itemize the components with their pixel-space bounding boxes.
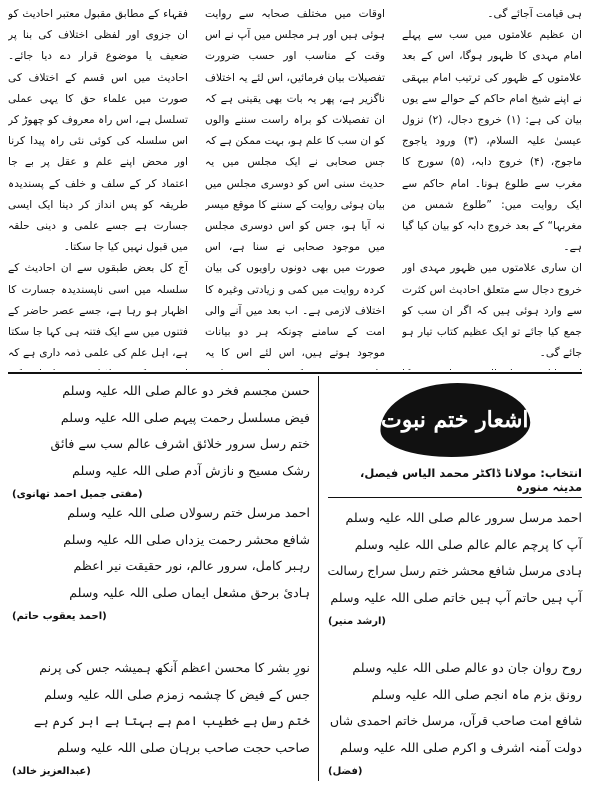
article-paragraph: اوقات میں مختلف صحابہ سے روایت ہوئی ہیں اور ہر مجلس میں آپ نے اس وقت کے مناسب اور حسب ضرورت تفصیلات بیان فرمائیں، اس لئے یہ اختلاف ناگزیر ہے، پھر یہ بات بھی یقینی ہے کہ ان تفصیلات کو براہ راست سننے والوں کو ان سب کا علم ہو، بہت ممکن ہے کہ جس صحابی نے ایک مجلس میں یہ حدیث سنی اس کو دوسری مجلس میں بیان ہوئی روایت کے سننے کا موقع میسر نہ آیا ہو، جس کو اس دوسری مجلس میں موجود صحابی نے سنا ہے، اس صورت میں بھی دونوں راویوں کی بیان کردہ روایت میں کمی و زیادتی وغیرہ کا اختلاف لازمی ہے۔ اب بعد میں آنے والی امت کے سامنے چونکہ ہر دو بیانات موجود ہوتے ہیں، اس لئے اس کا یہ <box>205 8 385 360</box>
poem-line: آپ ہیں حاتم آپ ہیں خاتم صلی اللہ علیہ وسلم <box>330 589 582 605</box>
poem-block <box>12 655 310 783</box>
article-paragraph: ہی قیامت آجائے گی۔ <box>487 8 582 20</box>
article-paragraph <box>402 364 582 370</box>
article-paragraph: آج کل بعض طبقوں سے ان احادیث کے سلسلہ میں اسی ناپسندیدہ جسارت کا اظہار ہو رہا ہے، جسے عصر حاضر کے فتنوں میں سے ایک فتنہ ہی کہا جا سکتا ہے، اہل علم کی علمی ذمہ داری ہے کہ <box>8 262 188 360</box>
poem-line: شافع محشر رحمت یزداں صلی اللہ علیہ وسلم <box>63 531 310 547</box>
article-paragraph: فقہاء کے مطابق مقبول معتبر احادیث کو ان جزوی اور لفظی اختلاف کی بنا پر ضعیف یا موضوع قرار دے دیا جائے۔ احادیث میں اس قسم کے اختلاف کی صورت میں علماء حق کا یہی عملی تسلسل ہے، اس راہ معروف کو چھوڑ کر اس سلسلہ کی کوئی نئی راہ پیدا کرنا اور محض اپنے علم و عقل پر بے جا اعتماد کر کے سلف و خلف کے پسندیدہ طریقہ کو پس انداز کر دینا ایک ایسی جسارت ہے جسے علمی و دینی حلقہ میں قبول نہیں کیا جا سکتا۔ <box>8 8 188 254</box>
poet-credit: (مفتی جمیل احمد تھانوی) <box>12 489 143 501</box>
poem-line: صاحب حجت صاحب برہان صلی اللہ علیہ وسلم <box>57 739 310 755</box>
article-column-left <box>8 4 188 370</box>
poem-line: روح روان جان دو عالم صلی اللہ علیہ وسلم <box>352 660 582 675</box>
article-paragraph: ان ساری علامتوں میں ظہور مہدی اور خروج دجال سے متعلق احادیث اس کثرت سے وارد ہوئی ہیں کہ اگر ان سب کو جمع کیا جائے تو ایک عظیم کتاب تیار ہو جائے گی۔ <box>402 262 582 360</box>
poem-block <box>12 378 310 506</box>
article-paragraph: ان عظیم علامتوں میں سب سے پہلے امام مہدی کا ظہور ہوگا، اس کے بعد علامتوں کے ظہور کی ترتیب امام بیہقی نے اپنے شیخ امام حاکم کے حوالے سے یوں بیان کی ہے: (۱) خروج دجال، (۲) نزول عیسیٰ علیہ السلام، (۳) ورود یاجوج ماجوج، (۴) خروج دابہ، (۵) سورج کا مغرب سے طلوع ہونا۔ امام حاکم سے ایک روایت میں: ”طلوع شمس من مغربہا“ کے بعد خروج دابہ کو بیان کیا گیا ہے۔ <box>402 29 582 254</box>
selector-byline: انتخاب: مولانا ڈاکٹر محمد الیاس فیصل، مدینہ منورہ <box>328 466 582 498</box>
poem-line: رہبر کامل، سرور عالم، نور حقیقت نیر اعظم <box>73 558 310 574</box>
poem-block <box>12 500 310 628</box>
article-column-middle <box>205 4 385 370</box>
poem-line: ختم رسل ہے خطیب امم ہے بہتا ہے ابر کرم ہے <box>33 713 310 729</box>
poem-block <box>328 505 582 633</box>
poet-credit: (عبدالعزیز خالد) <box>12 766 91 778</box>
article-column-right <box>402 4 582 370</box>
poet-credit: (فضل) <box>328 766 363 778</box>
poem-line: ہادئ برحق مشعل ایماں صلی اللہ علیہ وسلم <box>69 584 310 600</box>
poem-line: ختم رسل سرور خلائق اشرف عالم سب سے فائق <box>50 436 310 452</box>
poem-block <box>328 655 582 783</box>
section-title-badge <box>378 379 532 461</box>
poem-line: احمد مرسل ختم رسولاں صلی اللہ علیہ وسلم <box>67 505 310 520</box>
column-divider <box>318 376 319 781</box>
poem-line: شافع امت صاحب قرآں، مرسل خاتم احمدی شاں <box>329 714 582 729</box>
poem-line: فیض مسلسل رحمت پیہم صلی اللہ علیہ وسلم <box>60 409 310 425</box>
poet-credit: (احمد یعقوب حاتم) <box>12 611 107 623</box>
poem-line: حسن مجسم فخر دو عالم صلی اللہ علیہ وسلم <box>62 383 310 398</box>
poem-line: نورِ بشر کا محسن اعظم آنکھ ہمیشہ جس کی پرنم <box>39 660 310 675</box>
poem-line: رونق بزم ماہ انجم صلی اللہ علیہ وسلم <box>371 686 582 702</box>
article-columns <box>8 4 582 370</box>
poem-line: دولت آمنہ اشرف و اکرم صلی اللہ علیہ وسلم <box>339 739 582 755</box>
poem-line: جس کے فیض کا چشمہ زمزم صلی اللہ علیہ وسلم <box>44 686 310 702</box>
poem-line: رشک مسیح و نازش آدم صلی اللہ علیہ وسلم <box>72 462 310 478</box>
poem-line: ہادی مرسل شافع محشر ختم رسل سراج رسالت <box>327 564 582 579</box>
section-divider <box>8 372 582 374</box>
section-title: اشعار ختم نبوت <box>381 407 529 433</box>
poem-line: احمد مرسل سرور عالم صلی اللہ علیہ وسلم <box>345 510 582 525</box>
poem-line: آپ کا پرچم عالم عالم صلی اللہ علیہ وسلم <box>354 536 582 552</box>
poet-credit: (ارشد منیر) <box>328 616 386 628</box>
